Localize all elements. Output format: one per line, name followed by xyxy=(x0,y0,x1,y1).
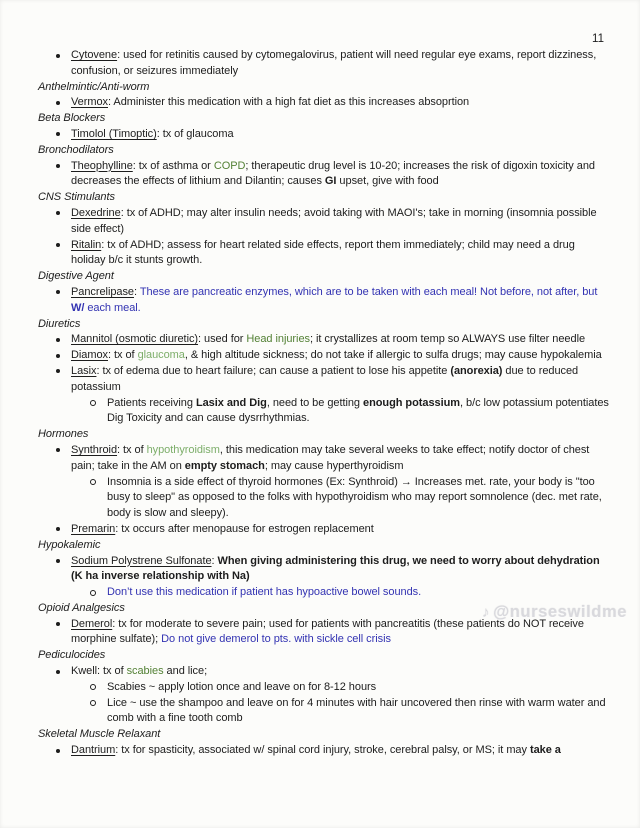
bullet-marker-icon xyxy=(56,622,60,626)
line-text: Insomnia is a side effect of thyroid hormones (Ex: Synthroid) → Increases met. rate, your body is "too busy to sleep" as opposed to the folks with hypothyroidism who may report somnolence (dec. met rate, body is slow and sleepy). xyxy=(107,475,602,520)
line-text: Skeletal Muscle Relaxant xyxy=(38,728,161,741)
drug-bullet xyxy=(38,238,610,270)
line-text: Ritalin: tx of ADHD; assess for heart related side effects, report them immediately; child may need a drug holiday b/c it stunts growth. xyxy=(71,238,575,267)
line-text: Timolol (Timoptic): tx of glaucoma xyxy=(71,127,234,140)
drug-bullet xyxy=(38,48,610,80)
drug-bullet xyxy=(38,95,610,111)
line-text: Diuretics xyxy=(38,317,81,330)
bullet-marker-icon xyxy=(56,559,60,563)
line-text: Theophylline: tx of asthma or COPD; therapeutic drug level is 10-20; increases the risk of digoxin toxicity and decreases the effects of lithium and Dilantin; causes GI upset, give with food xyxy=(71,159,595,188)
category-heading xyxy=(38,269,610,285)
line-text: Synthroid: tx of hypothyroidism, this medication may take several weeks to take effect; notify doctor of chest pain; take in the AM on empty stomach; may cause hyperthyroidism xyxy=(71,443,590,472)
drug-bullet xyxy=(38,743,610,759)
circle-marker-icon xyxy=(90,479,96,485)
category-heading xyxy=(38,317,610,333)
category-heading xyxy=(38,427,610,443)
category-heading xyxy=(38,538,610,554)
sub-bullet xyxy=(38,696,610,728)
bullet-marker-icon xyxy=(56,101,60,105)
circle-marker-icon xyxy=(90,400,96,406)
line-text: Scabies ~ apply lotion once and leave on for 8-12 hours xyxy=(107,680,377,693)
line-text: Opioid Analgesics xyxy=(38,601,125,614)
category-heading xyxy=(38,190,610,206)
drug-bullet xyxy=(38,554,610,586)
bullet-marker-icon xyxy=(56,749,60,753)
category-heading xyxy=(38,111,610,127)
drug-bullet xyxy=(38,332,610,348)
line-text: Kwell: tx of scabies and lice; xyxy=(71,665,208,678)
line-text: Demerol: tx for moderate to severe pain; used for patients with pancreatitis (these patients do NOT receive morphine sulfate); Do not give demerol to pts. with sickle cell crisis xyxy=(71,617,584,646)
category-heading xyxy=(38,727,610,743)
line-text: Mannitol (osmotic diuretic): used for Head injuries; it crystallizes at room temp so ALWAYS use filter needle xyxy=(71,333,586,346)
line-text: Bronchodilators xyxy=(38,143,114,156)
category-heading xyxy=(38,143,610,159)
line-text: Premarin: tx occurs after menopause for estrogen replacement xyxy=(71,522,374,535)
category-heading xyxy=(38,648,610,664)
line-text: Dexedrine: tx of ADHD; may alter insulin needs; avoid taking with MAOI's; take in morning (insomnia possible side effect) xyxy=(71,206,597,235)
bullet-marker-icon xyxy=(56,670,60,674)
bullet-marker-icon xyxy=(56,243,60,247)
sub-bullet xyxy=(38,680,610,696)
circle-marker-icon xyxy=(90,590,96,596)
line-text: Pancrelipase: These are pancreatic enzymes, which are to be taken with each meal! Not before, not after, but W/ each meal. xyxy=(71,285,598,314)
drug-bullet xyxy=(38,664,610,680)
bullet-marker-icon xyxy=(56,448,60,452)
line-text: Vermox: Administer this medication with a high fat diet as this increases absoprtion xyxy=(71,96,470,109)
bullet-marker-icon xyxy=(56,369,60,373)
bullet-marker-icon xyxy=(56,54,60,58)
line-text: Hormones xyxy=(38,428,89,441)
sub-bullet xyxy=(38,585,610,601)
line-text: Lice ~ use the shampoo and leave on for 4 minutes with hair uncovered then rinse with warm water and comb with a fine tooth comb xyxy=(107,696,606,725)
bullet-marker-icon xyxy=(56,527,60,531)
page-number: 11 xyxy=(592,33,604,45)
drug-bullet xyxy=(38,127,610,143)
watermark xyxy=(482,603,627,622)
document-content xyxy=(38,48,610,759)
bullet-marker-icon xyxy=(56,132,60,136)
tiktok-note-icon: ♪ xyxy=(481,604,491,621)
drug-bullet xyxy=(38,443,610,475)
line-text: Beta Blockers xyxy=(38,112,106,125)
sub-bullet xyxy=(38,475,610,522)
line-text: Don’t use this medication if patient has hypoactive bowel sounds. xyxy=(107,586,422,599)
drug-bullet xyxy=(38,364,610,396)
drug-bullet xyxy=(38,159,610,191)
bullet-marker-icon xyxy=(56,338,60,342)
line-text: Digestive Agent xyxy=(38,270,114,283)
bullet-marker-icon xyxy=(56,164,60,168)
line-text: Dantrium: tx for spasticity, associated w/ spinal cord injury, stroke, cerebral palsy, or MS; it may take a xyxy=(71,744,561,757)
drug-bullet xyxy=(38,348,610,364)
bullet-marker-icon xyxy=(56,211,60,215)
line-text: Cytovene: used for retinitis caused by cytomegalovirus, patient will need regular eye exams, report dizziness, confusion, or seizures immediately xyxy=(71,49,597,77)
line-text: Sodium Polystrene Sulfonate: When giving administering this drug, we need to worry about dehydration (K ha inverse relationship with Na) xyxy=(71,554,600,583)
drug-bullet xyxy=(38,522,610,538)
line-text: Lasix: tx of edema due to heart failure; can cause a patient to lose his appetite (anorexia) due to reduced potassium xyxy=(71,364,579,393)
line-text: CNS Stimulants xyxy=(38,191,115,204)
category-heading xyxy=(38,80,610,96)
drug-bullet xyxy=(38,206,610,238)
circle-marker-icon xyxy=(90,684,96,690)
sub-bullet xyxy=(38,396,610,428)
watermark-handle: @nurseswildme xyxy=(493,603,627,621)
line-text: Hypokalemic xyxy=(38,538,101,551)
circle-marker-icon xyxy=(90,700,96,706)
line-text: Patients receiving Lasix and Dig, need to be getting enough potassium, b/c low potassium potentiates Dig Toxicity and can cause dysrrhythmias. xyxy=(107,396,609,425)
line-text: Pediculocides xyxy=(38,649,106,662)
bullet-marker-icon xyxy=(56,290,60,294)
line-text: Diamox: tx of glaucoma, & high altitude sickness; do not take if allergic to sulfa drugs; may cause hypokalemia xyxy=(71,349,602,362)
drug-bullet xyxy=(38,285,610,317)
line-text: Anthelmintic/Anti-worm xyxy=(38,80,150,93)
bullet-marker-icon xyxy=(56,354,60,358)
